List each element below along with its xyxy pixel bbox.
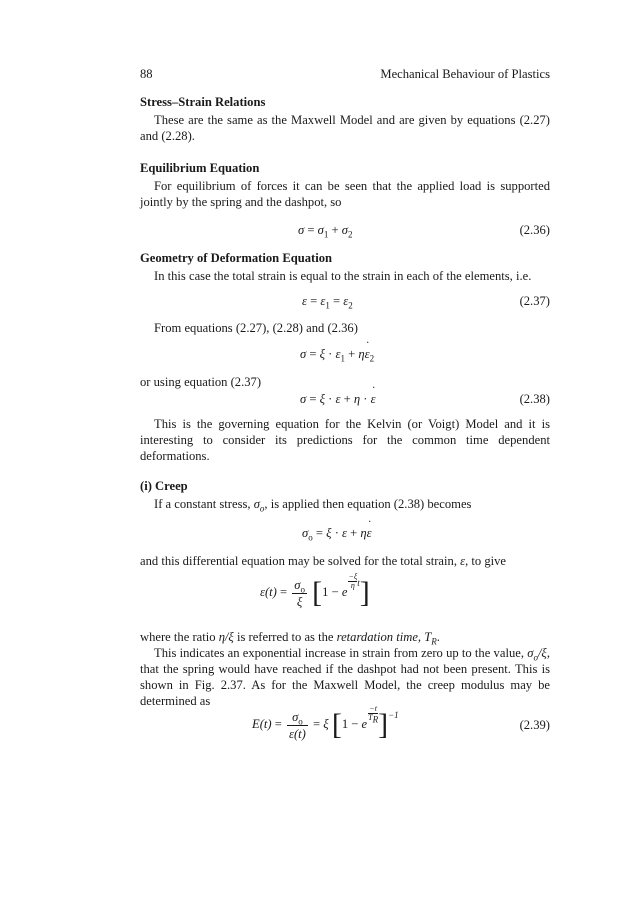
page-header — [140, 66, 550, 82]
paragraph-solve: and this differential equation may be solved for the total strain, ε, to give — [140, 554, 507, 568]
equation-label-2-37: (2.37) — [519, 294, 550, 308]
heading-creep: (i) Creep — [140, 479, 188, 493]
equation-creep-solution: ε(t) = $\frac{\sigma_o}{\xi}$ [1 − e $\frac{-\xi}{\eta}$ $^t$] — [260, 572, 370, 610]
equation-2-38: σ = ξ · ε + η · ε ˙ (2.38) — [140, 391, 550, 413]
paragraph-equilibrium: For equilibrium of forces it can be seen that the applied load is supported jointly by the spring and the dashpot, so — [140, 179, 550, 209]
paragraph-creep-intro: If a constant stress, $\sigma_o$, is applied then equation (2.38) becomes — [154, 497, 472, 514]
equation-2-37: $\varepsilon = \varepsilon_1 = \varepsilon_2$ (2.37) — [302, 294, 550, 311]
paragraph-governing: This is the governing equation for the Kelvin (or Voigt) Model and it is interesting to consider its predictions for the common time dependent deformations. — [140, 417, 550, 463]
equation-creep-differential: $\sigma_o = \xi \cdot \varepsilon + \eta\varepsilon$ ˙ — [140, 525, 550, 547]
equation-label-2-36: (2.36) — [519, 223, 550, 237]
heading-geometry: Geometry of Deformation Equation — [140, 251, 333, 265]
equation-sigma-kelvin: $\sigma = \xi \cdot \varepsilon_1 + \eta\varepsilon$ $˙_2$ — [140, 346, 550, 368]
heading-equilibrium: Equilibrium Equation — [140, 161, 260, 175]
paragraph-exponential: This indicates an exponential increase in strain from zero up to the value, $\sigma_o/\xi$, that the spring would have reached if the dashpot had not been present. This is shown in Fig. 2.37. As for the Maxwell Model, the creep modulus may be determined as — [140, 646, 550, 708]
paragraph-stress-strain: These are the same as the Maxwell Model and are given by equations (2.27) and (2.28). — [140, 113, 550, 143]
equation-label-2-39: (2.39) — [519, 718, 550, 732]
paragraph-from-equations: From equations (2.27), (2.28) and (2.36) — [154, 321, 358, 335]
running-title: Mechanical Behaviour of Plastics — [380, 67, 550, 81]
paragraph-or-using: or using equation (2.37) — [140, 375, 262, 389]
equation-label-2-38: (2.38) — [519, 392, 550, 406]
paragraph-geometry: In this case the total strain is equal to the strain in each of the elements, i.e. — [154, 269, 532, 283]
equation-2-36: $\sigma = \sigma_1 + \sigma_2$ (2.36) — [298, 223, 550, 240]
equation-2-39: E(t) = $\frac{\sigma_o}{\varepsilon(t)}$ = ξ [1 − e $\frac{-t}{T_R}$ ]$^{-1}$ (2.39) — [252, 704, 550, 742]
paragraph-ratio: where the ratio η/ξ is referred to as the retardation time, $T_R$. — [140, 630, 440, 647]
heading-stress-strain: Stress–Strain Relations — [140, 95, 266, 109]
page-number: 88 — [140, 67, 153, 81]
